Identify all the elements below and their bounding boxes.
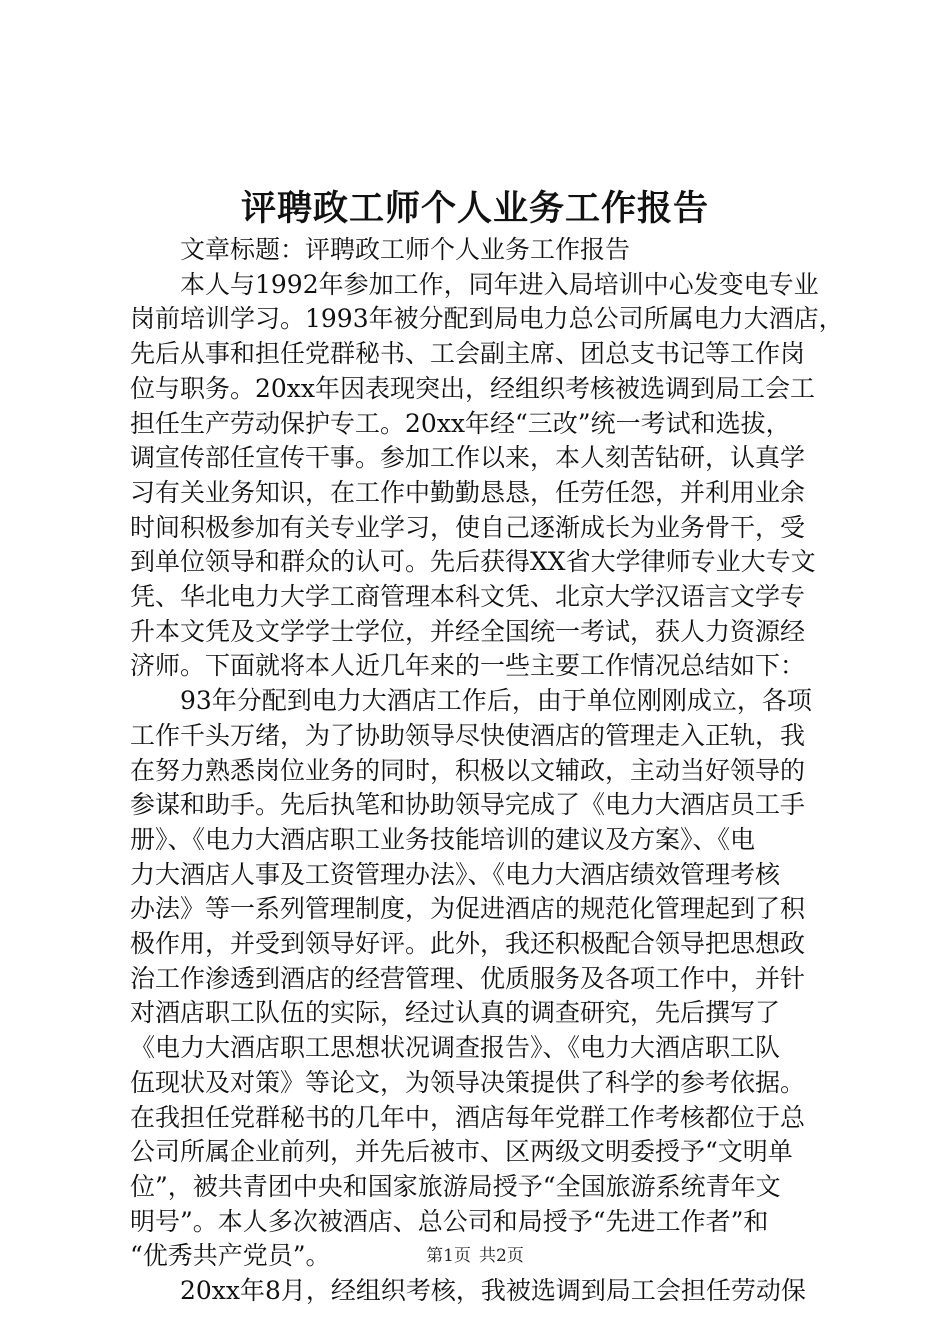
body-line: 本人与1992年参加工作，同年进入局培训中心发变电专业: [180, 270, 819, 299]
body-line: 先后从事和担任党群秘书、工会副主席、团总支书记等工作岗: [130, 339, 806, 368]
body-line: 对酒店职工队伍的实际，经过认真的调查研究，先后撰写了: [130, 998, 781, 1027]
body-line-article-title: 文章标题：评聘政工师个人业务工作报告: [180, 235, 631, 264]
body-line: 参谋和助手。先后执笔和协助领导完成了《电力大酒店员工手: [130, 790, 806, 819]
body-line: 伍现状及对策》等论文，为领导决策提供了科学的参考依据。: [130, 1068, 806, 1097]
body-line: 明号”。本人多次被酒店、总公司和局授予“先进工作者”和: [130, 1207, 769, 1236]
body-line: 册》、《电力大酒店职工业务技能培训的建议及方案》、《电: [130, 825, 756, 854]
body-line: 济师。下面就将本人近几年来的一些主要工作情况总结如下：: [130, 651, 806, 680]
page-total: 共2页: [479, 1246, 524, 1266]
body-line: 公司所属企业前列，并先后被市、区两级文明委授予“文明单: [130, 1137, 793, 1166]
body-line: 办法》等一系列管理制度，为促进酒店的规范化管理起到了积: [130, 894, 806, 923]
body-line: 到单位领导和群众的认可。先后获得XX省大学律师专业大专文: [130, 547, 816, 576]
body-line: “优秀共产党员”。: [130, 1241, 331, 1270]
body-line: 力大酒店人事及工资管理办法》、《电力大酒店绩效管理考核: [130, 860, 781, 889]
body-line: 岗前培训学习。1993年被分配到局电力总公司所属电力大酒店，: [130, 304, 844, 333]
body-line: 担任生产劳动保护专工。20xx年经“三改”统一考试和选拔，: [130, 409, 791, 438]
body-line: 位”，被共青团中央和国家旅游局授予“全国旅游系统青年文: [130, 1172, 781, 1201]
body-line: 《电力大酒店职工思想状况调查报告》、《电力大酒店职工队: [130, 1033, 781, 1062]
page-number: 第1页: [426, 1246, 471, 1266]
body-line: 调宣传部任宣传干事。参加工作以来，本人刻苦钻研，认真学: [130, 443, 806, 472]
body-line: 习有关业务知识，在工作中勤勤恳恳，任劳任怨，并利用业余: [130, 478, 806, 507]
body-line: 凭、华北电力大学工商管理本科文凭、北京大学汉语言文学专: [130, 582, 806, 611]
body-line: 极作用，并受到领导好评。此外，我还积极配合领导把思想政: [130, 929, 806, 958]
body-line: 时间积极参加有关专业学习，使自己逐渐成长为业务骨干，受: [130, 513, 806, 542]
body-line: 在我担任党群秘书的几年中，酒店每年党群工作考核都位于总: [130, 1103, 806, 1132]
body-line: 在努力熟悉岗位业务的同时，积极以文辅政，主动当好领导的: [130, 756, 806, 785]
body-line: 位与职务。20xx年因表现突出，经组织考核被选调到局工会工: [130, 374, 816, 403]
body-line: 治工作渗透到酒店的经营管理、优质服务及各项工作中，并针: [130, 964, 806, 993]
body-line: 20xx年8月，经组织考核，我被选调到局工会担任劳动保: [180, 1276, 806, 1305]
page-footer: [0, 1244, 950, 1268]
body-line: 工作千头万绪，为了协助领导尽快使酒店的管理走入正轨，我: [130, 721, 806, 750]
body-line: 93年分配到电力大酒店工作后，由于单位刚刚成立，各项: [180, 686, 812, 715]
document-title: 评聘政工师个人业务工作报告: [240, 189, 709, 229]
body-line: 升本文凭及文学学士学位，并经全国统一考试，获人力资源经: [130, 617, 806, 646]
